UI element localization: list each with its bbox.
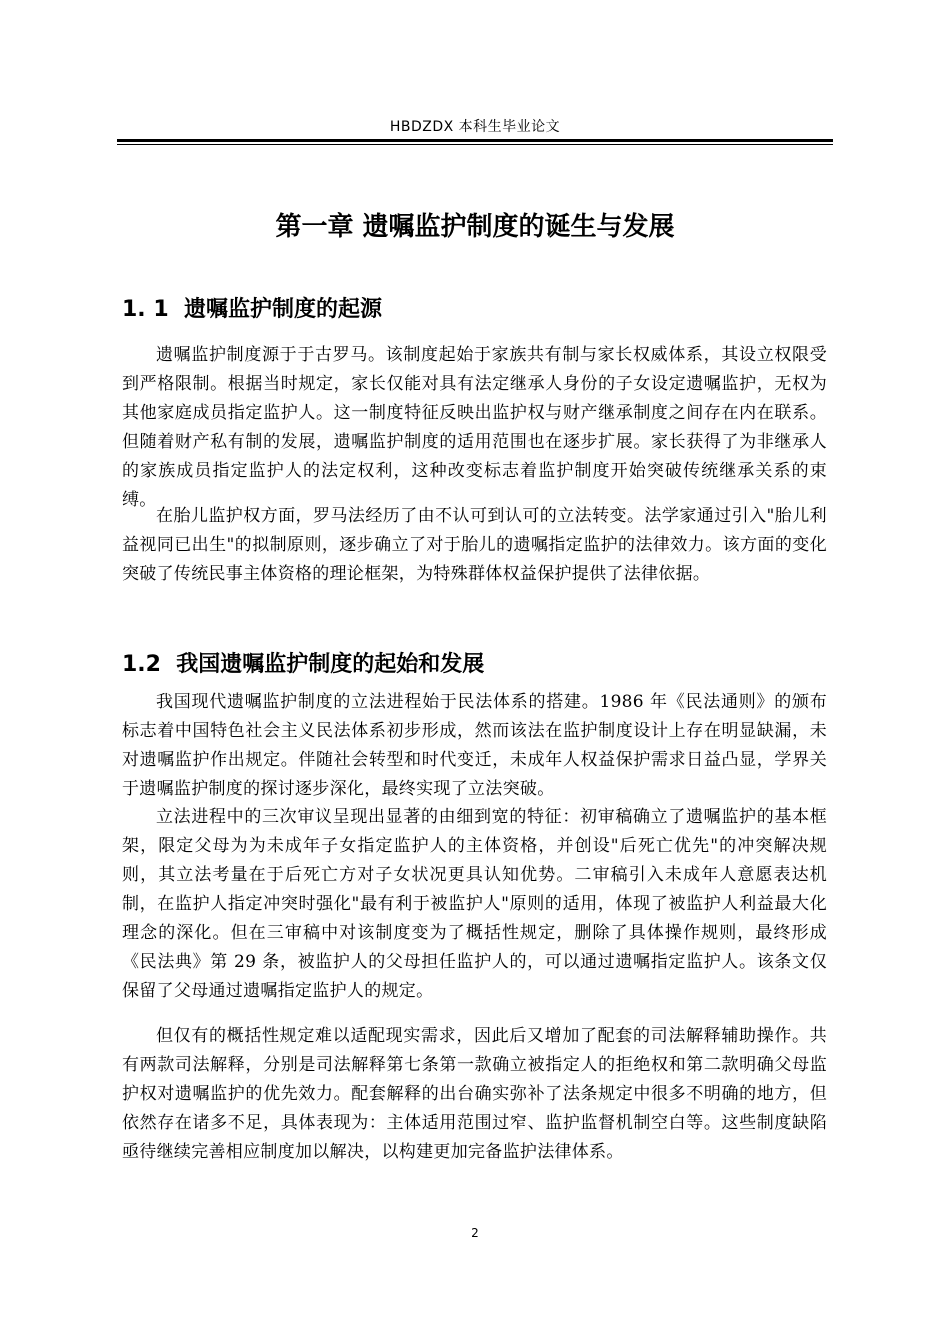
paragraph: 我国现代遗嘱监护制度的立法进程始于民法体系的搭建。1986 年《民法通则》的颁布标志着中国特色社会主义民法体系初步形成，然而该法在监护制度设计上存在明显缺漏，未对遗嘱监护作出规定。伴随社会转型和时代变迁，未成年人权益保护需求日益凸显，学界关于遗嘱监护制度的探讨逐步深化，最终实现了立法突破。 (122, 692, 827, 799)
page-header: HBDZDX 本科生毕业论文 (389, 119, 561, 135)
header-rule-thin (117, 144, 833, 145)
paragraph: 在胎儿监护权方面，罗马法经历了由不认可到认可的立法转变。法学家通过引入"胎儿利益视同已出生"的拟制原则，逐步确立了对于胎儿的遗嘱指定监护的法律效力。该方面的变化突破了传统民事主体资格的理论框架，为特殊群体权益保护提供了法律依据。 (122, 506, 827, 584)
section-title-1-2: 1.2 我国遗嘱监护制度的起始和发展 (122, 652, 485, 677)
chapter-title: 第一章 遗嘱监护制度的诞生与发展 (275, 212, 675, 242)
section-title-1-1: 1. 1 遗嘱监护制度的起源 (122, 297, 382, 322)
paragraph: 遗嘱监护制度源于于古罗马。该制度起始于家族共有制与家长权威体系，其设立权限受到严格限制。根据当时规定，家长仅能对具有法定继承人身份的子女设定遗嘱监护，无权为其他家庭成员指定监护人。这一制度特征反映出监护权与财产继承制度之间存在内在联系。但随着财产私有制的发展，遗嘱监护制度的适用范围也在逐步扩展。家长获得了为非继承人的家族成员指定监护人的法定权利，这种改变标志着监护制度开始突破传统继承关系的束缚。 (122, 345, 827, 510)
paragraph: 立法进程中的三次审议呈现出显著的由细到宽的特征：初审稿确立了遗嘱监护的基本框架，限定父母为为未成年子女指定监护人的主体资格，并创设"后死亡优先"的冲突解决规则，其立法考量在于后死亡方对子女状况更具认知优势。二审稿引入未成年人意愿表达机制，在监护人指定冲突时强化"最有利于被监护人"原则的适用，体现了被监护人利益最大化理念的深化。但在三审稿中对该制度变为了概括性规定，删除了具体操作规则，最终形成《民法典》第 29 条，被监护人的父母担任监护人的，可以通过遗嘱指定监护人。该条文仅保留了父母通过遗嘱指定监护人的规定。 (122, 807, 827, 1001)
page-number: 2 (471, 1226, 479, 1240)
paragraph: 但仅有的概括性规定难以适配现实需求，因此后又增加了配套的司法解释辅助操作。共有两款司法解释，分别是司法解释第七条第一款确立被指定人的拒绝权和第二款明确父母监护权对遗嘱监护的优先效力。配套解释的出台确实弥补了法条规定中很多不明确的地方，但依然存在诸多不足，具体表现为：主体适用范围过窄、监护监督机制空白等。这些制度缺陷亟待继续完善相应制度加以解决，以构建更加完备监护法律体系。 (122, 1026, 827, 1162)
header-rule-thick (117, 139, 833, 142)
